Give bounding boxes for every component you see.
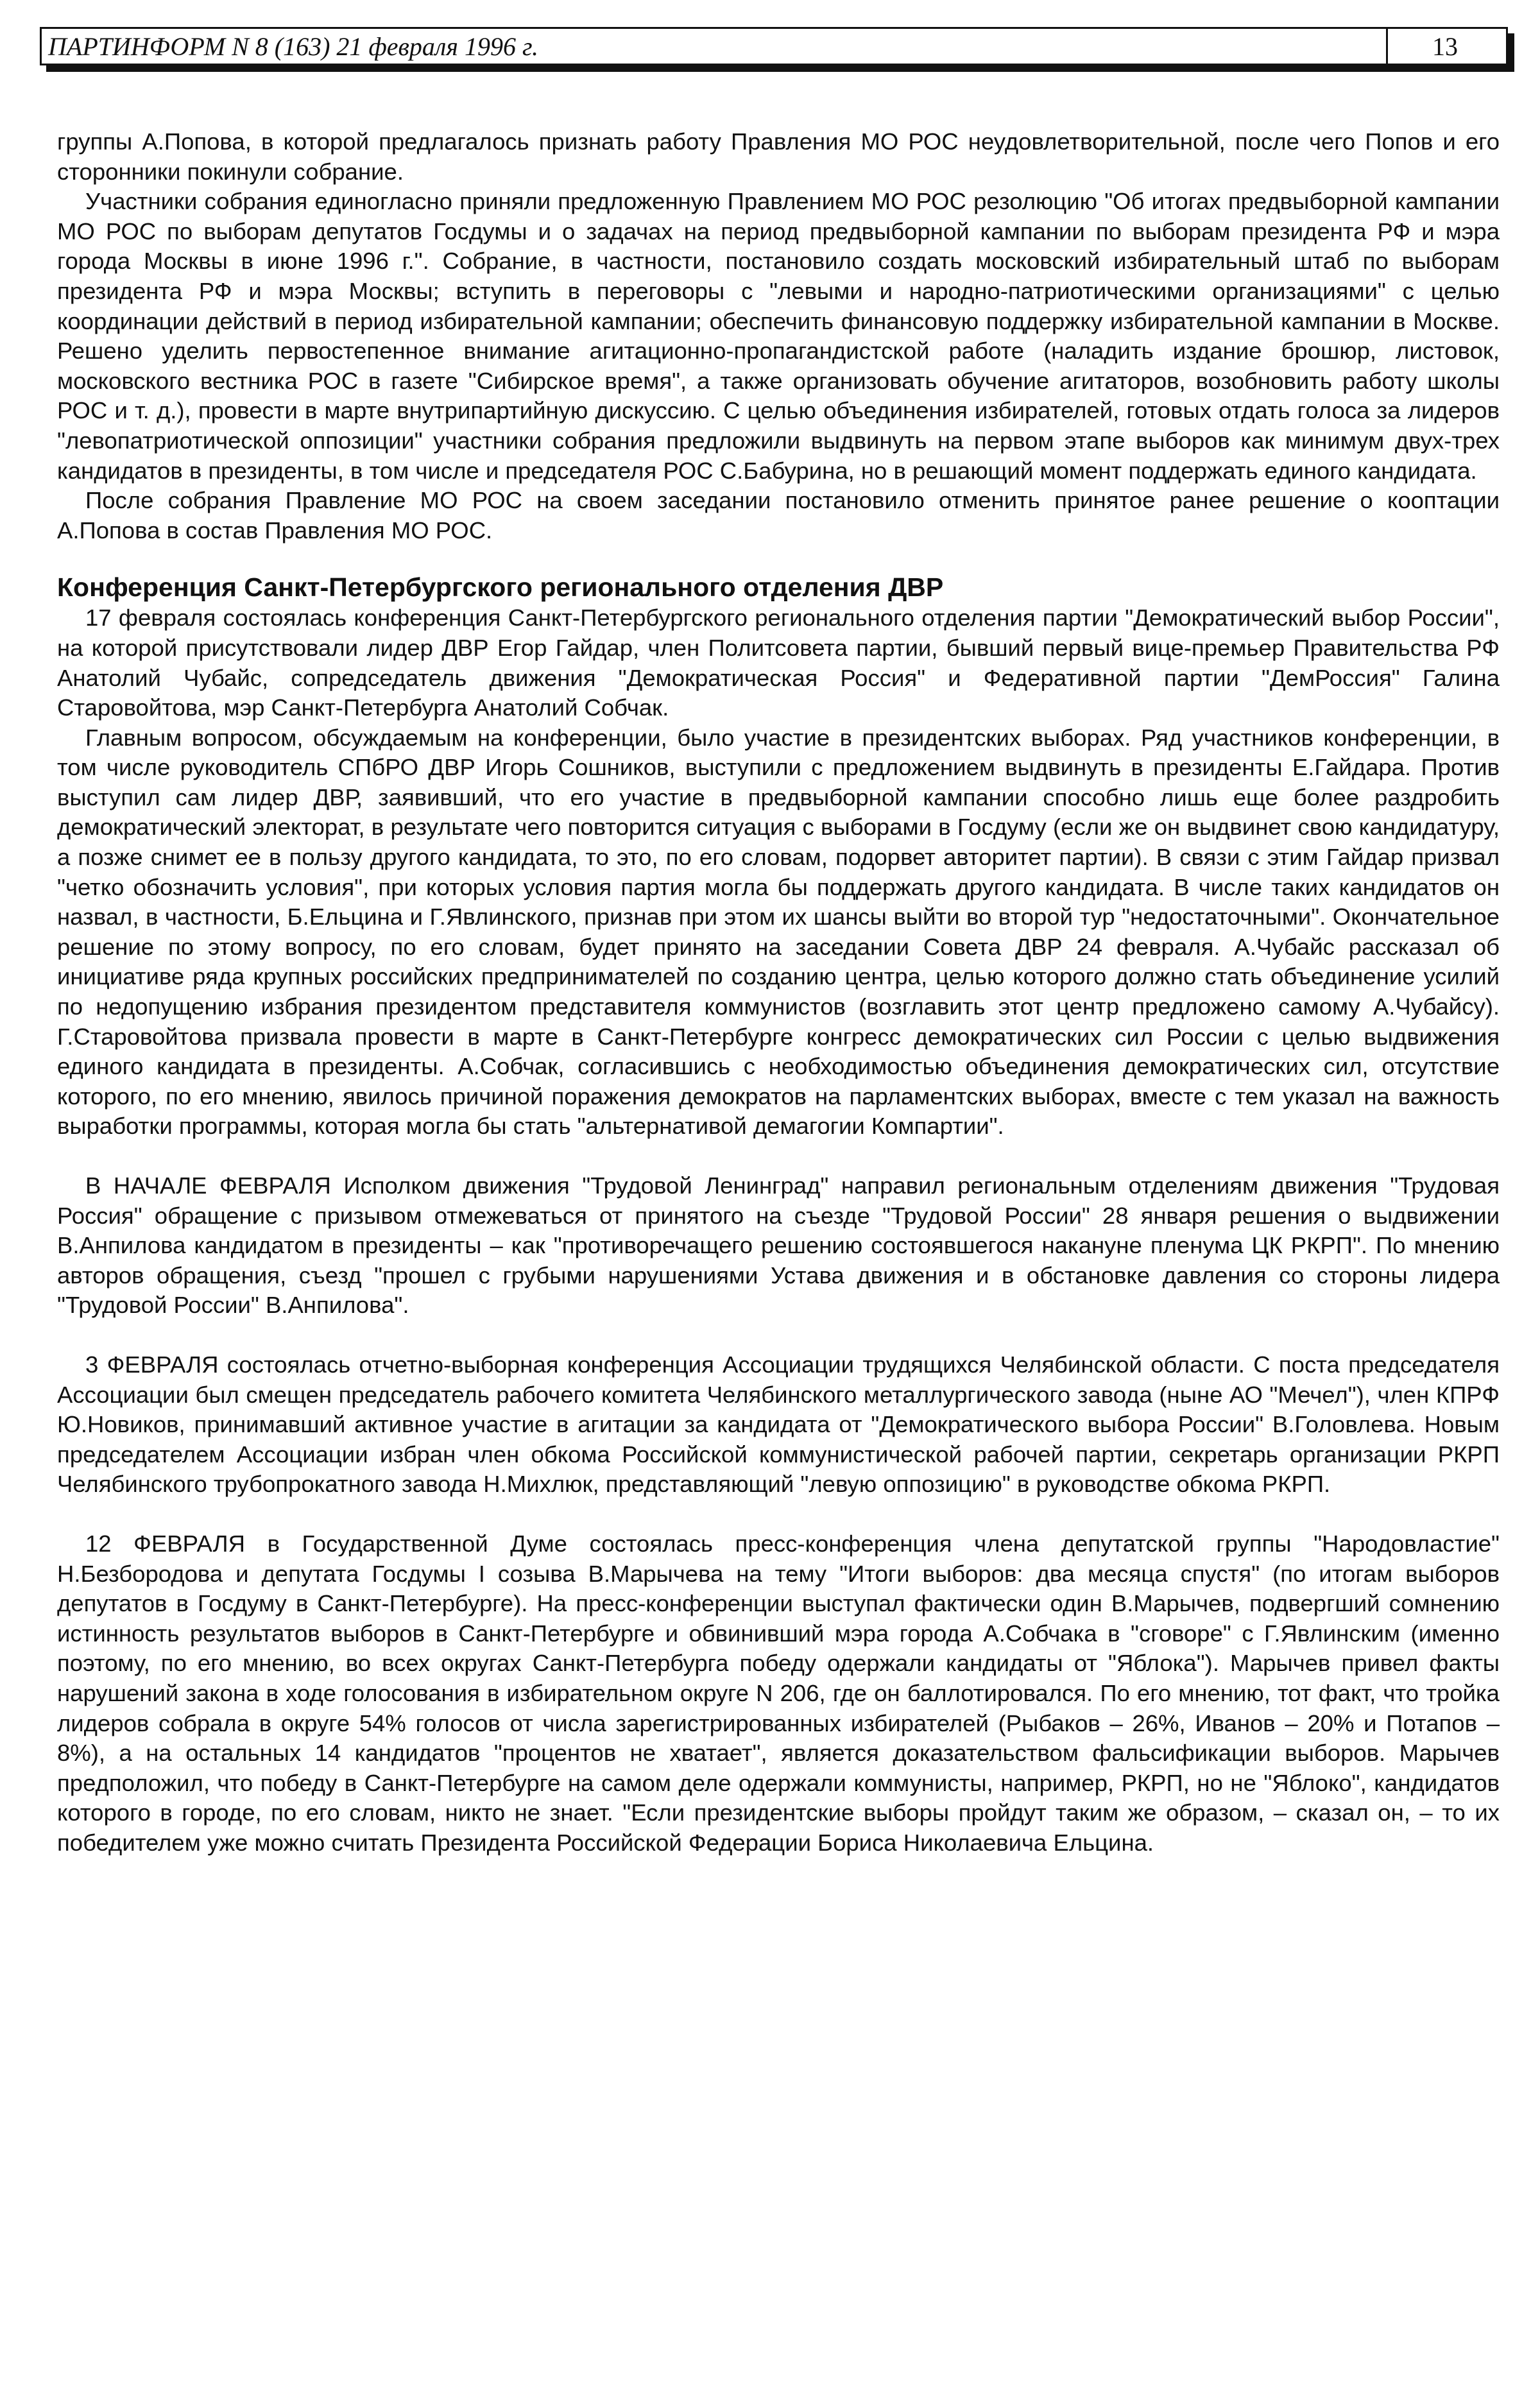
news-item-trudovoy-leningrad [57, 1171, 1500, 1321]
news-item-chelyabinsk [57, 1350, 1500, 1500]
paragraph: Участники собрания единогласно приняли предложенную Правлением МО РОС резолюцию "Об итогах предвыборной кампании МО РОС по выборам депутатов Госдумы и о задачах на период предвыборной кампании по выборам президента РФ и мэра города Москвы в июне 1996 г.". Собрание, в частности, постановило создать московский избирательный штаб по выборам президента РФ и мэра Москвы; вступить в переговоры с "левыми и народно-патриотическими организациями" с целью координации действий в период избирательной кампании; обеспечить финансовую поддержку избирательной кампании в Москве. Решено уделить первостепенное внимание агитационно-пропагандистской работе (наладить издание брошюр, листовок, московского вестника РОС в газете "Сибирское время", а также организовать обучение агитаторов, возобновить работу школы РОС и т. д.), провести в марте внутрипартийную дискуссию. С целью объединения избирателей, готовых отдать голоса за лидеров "левопатриотической оппозиции" участники собрания предложили выдвинуть на первом этапе выборов как минимум двух-трех кандидатов в президенты, в том числе и председателя РОС С.Бабурина, но в решающий момент поддержать единого кандидата. [57, 188, 1500, 484]
page-number: 13 [1432, 32, 1458, 61]
paragraph: 3 ФЕВРАЛЯ состоялась отчетно-выборная конференция Ассоциации трудящихся Челябинской области. С поста председателя Ассоциации был смещен председатель рабочего комитета Челябинского металлургического завода (ныне АО "Мечел"), член КПРФ Ю.Новиков, принимавший активное участие в агитации за кандидата от "Демократического выбора России" В.Головлева. Новым председателем Ассоциации избран член обкома Российской коммунистической рабочей партии, секретарь организации РКРП Челябинского трубопрокатного завода Н.Михлюк, представляющий "левую оппозицию" в руководстве обкома РКРП. [57, 1351, 1500, 1498]
article-dvr-conference [57, 571, 1500, 1142]
header-divider [1386, 29, 1388, 64]
paragraph: После собрания Правление МО РОС на своем заседании постановило отменить принятое ранее решение о кооптации А.Попова в состав Правления МО РОС. [57, 487, 1500, 544]
paragraph: В НАЧАЛЕ ФЕВРАЛЯ Исполком движения "Трудовой Ленинград" направил региональным отделениям движения "Трудовая Россия" обращение с призывом отмежеваться от принятого на съезде "Трудовой России" 28 января решения о выдвижении В.Анпилова кандидатом в президенты – как "противоречащего решению состоявшегося накануне пленума ЦК РКРП". По мнению авторов обращения, съезд "прошел с грубыми нарушениями Устава движения и в обстановке давления со стороны лидера "Трудовой России" В.Анпилова". [57, 1172, 1500, 1319]
page-body [57, 127, 1500, 1858]
paragraph: 17 февраля состоялась конференция Санкт-Петербургского регионального отделения партии "Демократический выбор России", на которой присутствовали лидер ДВР Егор Гайдар, член Политсовета партии, бывший первый вице-премьер Правительства РФ Анатолий Чубайс, сопредседатель движения "Демократическая Россия" и Федеративной партии "ДемРоссия" Галина Старовойтова, мэр Санкт-Петербурга Анатолий Собчак. [57, 604, 1500, 721]
article-heading: Конференция Санкт-Петербургского регионального отделения ДВР [57, 572, 944, 603]
article-ros-continuation [57, 127, 1500, 545]
publication-title: ПАРТИНФОРМ N 8 (163) 21 февраля 1996 г. [48, 32, 539, 61]
paragraph: группы А.Попова, в которой предлагалось признать работу Правления МО РОС неудовлетворительной, после чего Попов и его сторонники покинули собрание. [57, 128, 1500, 185]
news-item-duma-press-conference [57, 1529, 1500, 1858]
running-header [40, 27, 1508, 65]
header-shadow-bottom [46, 65, 1514, 72]
paragraph: Главным вопросом, обсуждаемым на конференции, было участие в президентских выборах. Ряд участников конференции, в том числе руководитель СПбРО ДВР Игорь Сошников, выступили с предложением выдвинуть в президенты Е.Гайдара. Против выступил сам лидер ДВР, заявивший, что его участие в предвыборной кампании способно лишь еще более раздробить демократический электорат, в результате чего повторится ситуация с выборами в Госдуму (если же он выдвинет свою кандидатуру, а позже снимет ее в пользу другого кандидата, то это, по его словам, подорвет авторитет партии). В связи с этим Гайдар призвал "четко обозначить условия", при которых условия партия могла бы поддержать другого кандидата. В числе таких кандидатов он назвал, в частности, Б.Ельцина и Г.Явлинского, признав при этом их шансы выйти во второй тур "недостаточными". Окончательное решение по этому вопросу, по его словам, будет принято на заседании Совета ДВР 24 февраля. А.Чубайс рассказал об инициативе ряда крупных российских предпринимателей по созданию центра, целью которого должно стать объединение усилий по недопущению избрания президентом представителя коммунистов (возглавить этот центр предложено самому А.Чубайсу). Г.Старовойтова призвала провести в марте в Санкт-Петербурге конгресс демократических сил России с целью выдвижения единого кандидата в президенты. А.Собчак, согласившись с необходимостью объединения демократических сил, отсутствие которого, по его мнению, явилось причиной поражения демократов на парламентских выборах, вместе с тем указал на важность выработки программы, которая могла бы стать "альтернативой демагогии Компартии". [57, 724, 1500, 1140]
paragraph: 12 ФЕВРАЛЯ в Государственной Думе состоялась пресс-конференция члена депутатской группы "Народовластие" Н.Безбородова и депутата Госдумы I созыва В.Марычева на тему "Итоги выборов: два месяца спустя" (по итогам выборов депутатов в Госдуму в Санкт-Петербурге). На пресс-конференции выступал фактически один В.Марычев, подвергший сомнению истинность результатов выборов в Санкт-Петербурге и обвинивший мэра города А.Собчака в "сговоре" с Г.Явлинским (именно поэтому, по его мнению, во всех округах Санкт-Петербурга победу одержали кандидаты от "Яблока"). Марычев привел факты нарушений закона в ходе голосования в избирательном округе N 206, где он баллотировался. По его мнению, тот факт, что тройка лидеров собрала в округе 54% голосов от числа зарегистрированных избирателей (Рыбаков – 26%, Иванов – 20% и Потапов – 8%), а на остальных 14 кандидатов "процентов не хватает", является доказательством фальсификации выборов. Марычев предположил, что победу в Санкт-Петербурге на самом деле одержали коммунисты, например, РКРП, но не "Яблоко", кандидатов которого в городе, по его словам, никто не знает. "Если президентские выборы пройдут таким же образом, – сказал он, – то их победителем уже можно считать Президента Российской Федерации Бориса Николаевича Ельцина. [57, 1530, 1500, 1856]
